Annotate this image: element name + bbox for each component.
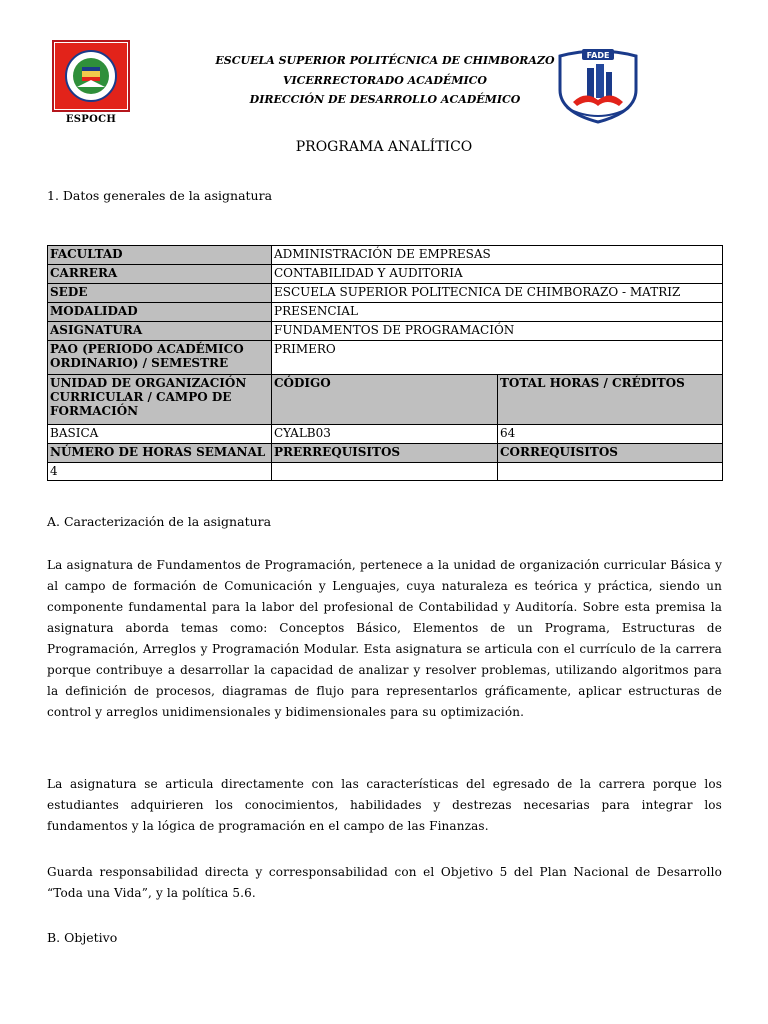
sede-label: SEDE [48,284,272,303]
semanal-value: 4 [48,463,272,481]
pao-label: PAO (PERIODO ACADÉMICO ORDINARIO) / SEMESTRE [48,341,272,375]
paragraph-2: La asignatura se articula directamente con las características del egresado de la carrera porque los estudiantes adquirieren los conocimientos, habilidades y destrezas necesarias para integrar los fundamentos y la lógica de programación en el campo de las Finanzas. [47,777,722,833]
modalidad-label: MODALIDAD [48,303,272,322]
general-data-table [47,245,723,481]
pao-value: PRIMERO [272,341,723,375]
correq-value [498,463,723,481]
sede-value: ESCUELA SUPERIOR POLITECNICA DE CHIMBORAZO - MATRIZ [272,284,723,303]
section-1-heading: 1. Datos generales de la asignatura [47,188,273,203]
facultad-label: FACULTAD [48,246,272,265]
modalidad-value: PRESENCIAL [272,303,723,322]
asignatura-label: ASIGNATURA [48,322,272,341]
facultad-value: ADMINISTRACIÓN DE EMPRESAS [272,246,723,265]
carrera-value: CONTABILIDAD Y AUDITORIA [272,265,723,284]
semanal-label: NÚMERO DE HORAS SEMANAL [48,444,272,463]
espoch-shield-icon [52,40,130,112]
document-header [0,0,768,140]
table-row [48,463,723,481]
section-a-heading: A. Caracterización de la asignatura [47,514,272,529]
table-row [48,425,723,444]
codigo-value: CYALB03 [272,425,498,444]
espoch-caption: ESPOCH [65,114,117,125]
espoch-logo [52,40,130,125]
horas-label: TOTAL HORAS / CRÉDITOS [498,375,723,425]
unidad-value: BASICA [48,425,272,444]
table-row [48,322,723,341]
correq-label: CORREQUISITOS [498,444,723,463]
unidad-label: UNIDAD DE ORGANIZACIÓN CURRICULAR / CAMPO DE FORMACIÓN [48,375,272,425]
table-row [48,341,723,375]
institution-header [180,51,590,110]
table-row [48,444,723,463]
asignatura-value: FUNDAMENTOS DE PROGRAMACIÓN [272,322,723,341]
institution-name: ESCUELA SUPERIOR POLITÉCNICA DE CHIMBORAZO [215,54,555,67]
prerreq-value [272,463,498,481]
table-row [48,375,723,425]
fade-logo [555,46,641,128]
fade-emblem-icon [555,46,641,124]
paragraph-3: Guarda responsabilidad directa y corresponsabilidad con el Objetivo 5 del Plan Nacional de Desarrollo “Toda una Vida”, y la política 5.6. [47,865,722,900]
document-title: PROGRAMA ANALÍTICO [295,139,473,155]
vicerrectorado-line: VICERRECTORADO ACADÉMICO [282,73,488,87]
fade-logo-text: FADE [586,51,610,60]
horas-value: 64 [498,425,723,444]
table-row [48,284,723,303]
direccion-line: DIRECCIÓN DE DESARROLLO ACADÉMICO [249,93,521,106]
codigo-label: CÓDIGO [272,375,498,425]
table-row [48,303,723,322]
prerreq-label: PRERREQUISITOS [272,444,498,463]
table-row [48,265,723,284]
section-b-heading: B. Objetivo [47,930,118,945]
table-row [48,246,723,265]
carrera-label: CARRERA [48,265,272,284]
paragraph-1: La asignatura de Fundamentos de Programación, pertenece a la unidad de organización curricular Básica y al campo de formación de Comunicación y Lenguajes, cuya naturaleza es teórica y práctica, siendo un componente fundamental para la labor del profesional de Contabilidad y Auditoría. Sobre esta premisa la asignatura aborda temas como: Conceptos Básico, Elementos de un Programa, Estructuras de Programación, Arreglos y Programación Modular. Esta asignatura se articula con el currículo de la carrera porque contribuye a desarrollar la capacidad de analizar y resolver problemas, utilizando algoritmos para la definición de procesos, diagramas de flujo para representarlos gráficamente, aplicar estructuras de control y arreglos unidimensionales y bidimensionales para su optimización. [47,558,722,719]
